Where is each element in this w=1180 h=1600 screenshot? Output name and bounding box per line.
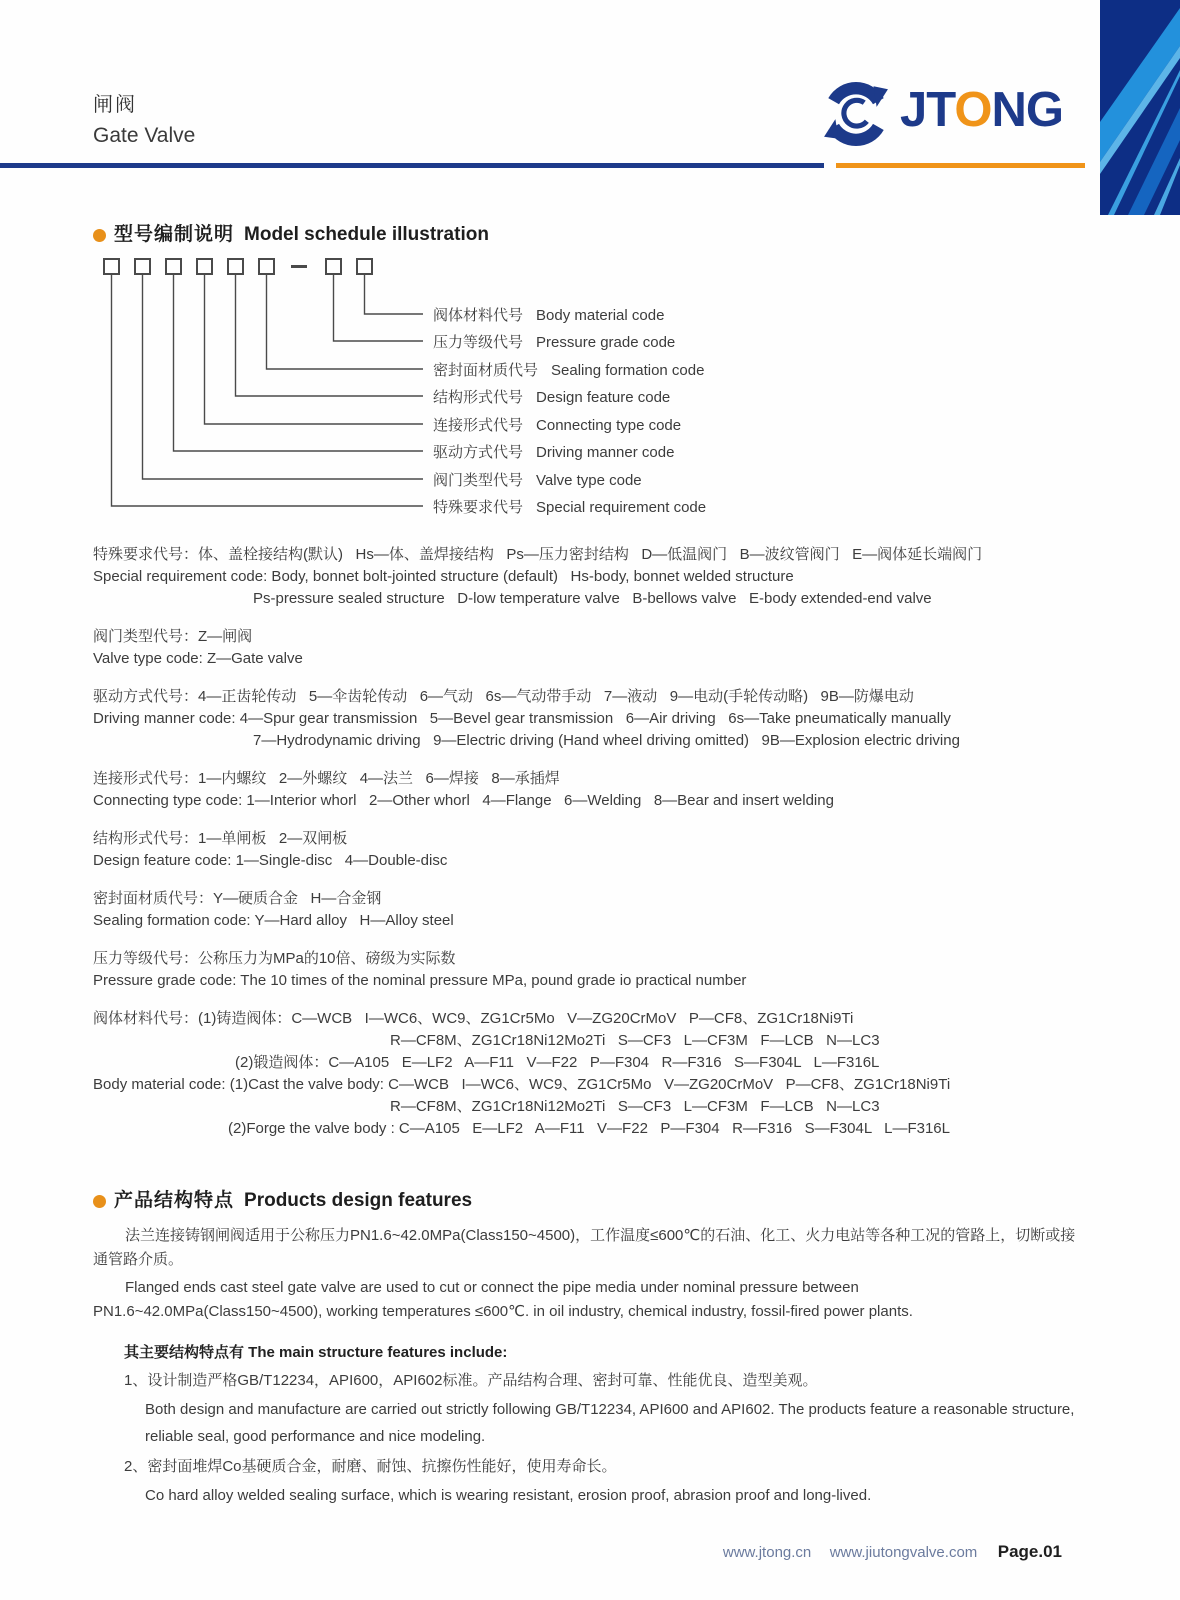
code-line: (2)锻造阀体：C—A105 E—LF2 A—F11 V—F22 P—F304 R—F316 S—F304L L—F316L bbox=[235, 1054, 880, 1071]
model-code-box bbox=[134, 258, 151, 275]
footer-url-jtong[interactable]: www.jtong.cn bbox=[722, 1544, 812, 1561]
code-line: 压力等级代号：公称压力为MPa的10倍、磅级为实际数 bbox=[93, 950, 456, 967]
code-line: Body material code: (1)Cast the valve body: C—WCB I—WC6、WC9、ZG1Cr5Mo V—ZG20CrMoV P—CF8、ZG1Cr18Ni9Ti bbox=[93, 1076, 951, 1093]
code-line: 阀体材料代号：(1)铸造阀体：C—WCB I—WC6、WC9、ZG1Cr5Mo V—ZG20CrMoV P—CF8、ZG1Cr18Ni9Ti bbox=[93, 1010, 854, 1027]
code-line: Driving manner code: 4—Spur gear transmission 5—Bevel gear transmission 6—Air driving 6s—Take pneumatically manually bbox=[93, 710, 951, 727]
page-footer bbox=[0, 1542, 1180, 1562]
code-line: 连接形式代号：1—内螺纹 2—外螺纹 4—法兰 6—焊接 8—承插焊 bbox=[93, 770, 560, 787]
section-title-design-features bbox=[93, 1188, 1080, 1214]
code-line: R—CF8M、ZG1Cr18Ni12Mo2Ti S—CF3 L—CF3M F—LCB N—LC3 bbox=[390, 1032, 880, 1049]
header-rule-blue bbox=[0, 163, 824, 168]
code-block-driving-manner bbox=[93, 686, 1080, 752]
code-line: (2)Forge the valve body : C—A105 E—LF2 A—F11 V—F22 P—F304 R—F316 S—F304L L—F316L bbox=[228, 1120, 950, 1137]
model-code-box bbox=[356, 258, 373, 275]
brand-wordmark bbox=[900, 83, 1063, 137]
code-line: Design feature code: 1—Single-disc 4—Double-disc bbox=[93, 852, 448, 869]
section-title-zh: 型号编制说明 bbox=[114, 224, 235, 245]
brand-letters-jt: JT bbox=[900, 83, 955, 137]
diagram-label-connecting-type: 连接形式代号 Connecting type code bbox=[433, 417, 682, 434]
code-line: 7—Hydrodynamic driving 9—Electric driving (Hand wheel driving omitted) 9B—Explosion electric driving bbox=[253, 732, 960, 749]
diagram-label-valve-type: 阀门类型代号 Valve type code bbox=[433, 472, 642, 489]
corner-stripes-graphic bbox=[1100, 0, 1180, 215]
model-code-box bbox=[258, 258, 275, 275]
diagram-label-sealing-formation: 密封面材质代号 Sealing formation code bbox=[433, 362, 705, 379]
section-title-en: Model schedule illustration bbox=[244, 224, 489, 245]
model-code-diagram bbox=[93, 256, 1080, 540]
diagram-label-design-feature: 结构形式代号 Design feature code bbox=[433, 389, 671, 406]
code-block-body-material bbox=[93, 1008, 1080, 1140]
swirl-logo-icon bbox=[822, 72, 890, 154]
model-code-box bbox=[325, 258, 342, 275]
code-block-valve-type bbox=[93, 626, 1080, 670]
model-code-box bbox=[227, 258, 244, 275]
code-line: Valve type code: Z—Gate valve bbox=[93, 650, 303, 667]
features-intro-en: Flanged ends cast steel gate valve are used to cut or connect the pipe media under nominal pressure between PN1.6~42.0MPa(Class150~4500), working temperatures ≤600℃. in oil industry, chemical industry, fossil-fired power plants. bbox=[93, 1279, 913, 1320]
code-line: Sealing formation code: Y—Hard alloy H—Alloy steel bbox=[93, 912, 454, 929]
code-line: Ps-pressure sealed structure D-low temperature valve B-bellows valve E-body extended-end valve bbox=[253, 590, 932, 607]
code-block-sealing-formation bbox=[93, 888, 1080, 932]
brand-letters-ng: NG bbox=[991, 83, 1063, 137]
code-block-connecting-type bbox=[93, 768, 1080, 812]
feature-item-1-en: Both design and manufacture are carried out strictly following GB/T12234, API600 and API602. The products feature a reasonable structure, reliable seal, good performance and nice modeling. bbox=[145, 1401, 1075, 1445]
page-header-title bbox=[93, 88, 195, 148]
code-line: Pressure grade code: The 10 times of the nominal pressure MPa, pound grade io practical number bbox=[93, 972, 747, 989]
code-block-design-feature bbox=[93, 828, 1080, 872]
model-code-box bbox=[103, 258, 120, 275]
header-rule-orange bbox=[836, 163, 1085, 168]
feature-item-2-zh: 2、密封面堆焊Co基硬质合金，耐磨、耐蚀、抗擦伤性能好，使用寿命长。 bbox=[124, 1458, 617, 1475]
code-line: R—CF8M、ZG1Cr18Ni12Mo2Ti S—CF3 L—CF3M F—LCB N—LC3 bbox=[390, 1098, 880, 1115]
diagram-label-pressure-grade: 压力等级代号 Pressure grade code bbox=[433, 334, 676, 351]
model-code-dash bbox=[291, 265, 307, 268]
orange-bullet-icon bbox=[93, 229, 106, 242]
model-code-box bbox=[165, 258, 182, 275]
product-title-en: Gate Valve bbox=[93, 124, 196, 147]
diagram-label-body-material: 阀体材料代号 Body material code bbox=[433, 307, 665, 324]
page-number: Page.01 bbox=[997, 1542, 1062, 1561]
footer-url-jiutongvalve[interactable]: www.jiutongvalve.com bbox=[829, 1544, 978, 1561]
code-line: 密封面材质代号：Y—硬质合金 H—合金钢 bbox=[93, 890, 382, 907]
orange-bullet-icon bbox=[93, 1195, 106, 1208]
code-line: Special requirement code: Body, bonnet bolt-jointed structure (default) Hs-body, bonnet welded structure bbox=[93, 568, 794, 585]
model-code-box bbox=[196, 258, 213, 275]
brand-logo bbox=[822, 72, 1063, 154]
page-content bbox=[93, 222, 1080, 1509]
features-subheading: 其主要结构特点有 The main structure features include: bbox=[124, 1344, 508, 1361]
code-line: 特殊要求代号：体、盖栓接结构(默认) Hs—体、盖焊接结构 Ps—压力密封结构 D—低温阀门 B—波纹管阀门 E—阀体延长端阀门 bbox=[93, 546, 983, 563]
feature-item-1-zh: 1、设计制造严格GB/T12234，API600，API602标准。产品结构合理、密封可靠、性能优良、造型美观。 bbox=[124, 1372, 818, 1389]
code-block-special-requirement bbox=[93, 544, 1080, 610]
features-intro-zh: 法兰连接铸钢闸阀适用于公称压力PN1.6~42.0MPa(Class150~4500)，工作温度≤600℃的石油、化工、火力电站等各种工况的管路上，切断或接通管路介质。 bbox=[93, 1227, 1076, 1268]
diagram-label-special-requirement: 特殊要求代号 Special requirement code bbox=[433, 499, 707, 516]
diagram-label-driving-manner: 驱动方式代号 Driving manner code bbox=[433, 444, 675, 461]
code-line: Connecting type code: 1—Interior whorl 2—Other whorl 4—Flange 6—Welding 8—Bear and insert welding bbox=[93, 792, 834, 809]
section-title-zh: 产品结构特点 bbox=[114, 1190, 235, 1211]
code-line: 驱动方式代号：4—正齿轮传动 5—伞齿轮传动 6—气动 6s—气动带手动 7—液动 9—电动(手轮传动略) 9B—防爆电动 bbox=[93, 688, 914, 705]
section-title-model-schedule bbox=[93, 222, 1080, 248]
brand-letter-o: O bbox=[954, 83, 992, 137]
code-block-pressure-grade bbox=[93, 948, 1080, 992]
section-title-en: Products design features bbox=[244, 1190, 473, 1211]
feature-item-2-en: Co hard alloy welded sealing surface, which is wearing resistant, erosion proof, abrasion proof and long-lived. bbox=[145, 1487, 872, 1504]
code-line: 阀门类型代号：Z—闸阀 bbox=[93, 628, 253, 645]
product-title-zh: 闸阀 bbox=[93, 94, 137, 116]
code-line: 结构形式代号：1—单闸板 2—双闸板 bbox=[93, 830, 348, 847]
